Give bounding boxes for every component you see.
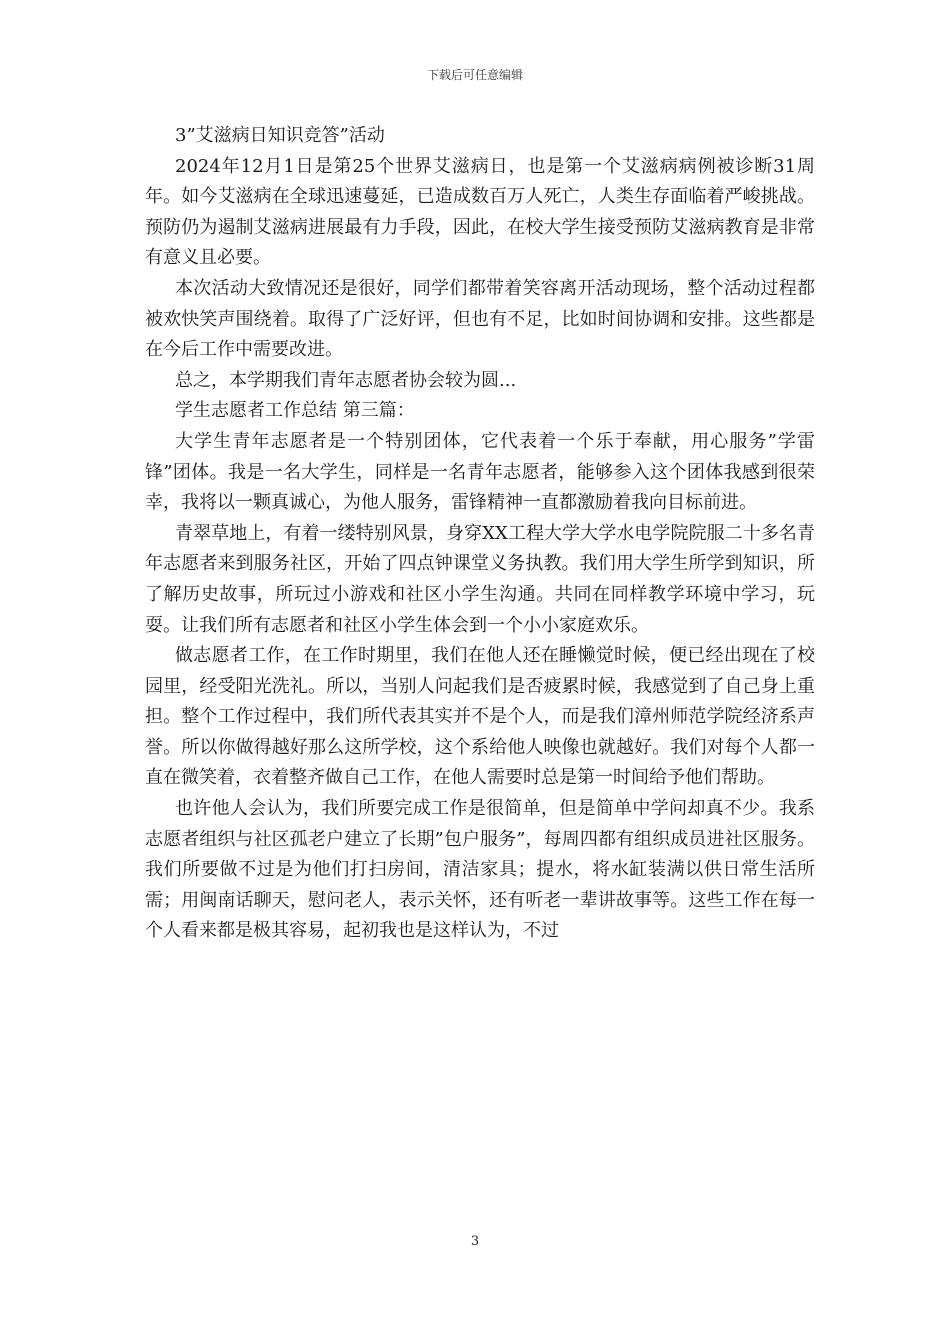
page-number: 3 xyxy=(470,1234,480,1249)
section-heading: 学生志愿者工作总结 第三篇： xyxy=(175,400,415,422)
paragraph: 总之，本学期我们青年志愿者协会较为圆... xyxy=(175,369,517,391)
paragraph: 2024年12月1日是第25个世界艾滋病日，也是第一个艾滋病病例被诊断31周年。如今艾滋病在全球迅速蔓延，已造成数百万人死亡，人类生存面临着严峻挑战。预防仍为遏制艾滋病进展最有力手段，因此，在校大学生接受预防艾滋病教育是非常有意义且必要。 xyxy=(145,155,815,269)
paragraph: 大学生青年志愿者是一个特别团体，它代表着一个乐于奉献，用心服务”学雷锋”团体。我是一名大学生，同样是一名青年志愿者，能够参入这个团体我感到很荣幸，我将以一颗真诚心，为他人服务，雷锋精神一直都激励着我向目标前进。 xyxy=(145,430,815,514)
paragraph: 青翠草地上，有着一缕特别风景，身穿XX工程大学大学水电学院院服二十多名青年志愿者来到服务社区，开始了四点钟课堂义务执教。我们用大学生所学到知识，所了解历史故事，所玩过小游戏和社区小学生沟通。共同在同样教学环境中学习，玩耍。让我们所有志愿者和社区小学生体会到一个小小家庭欢乐。 xyxy=(145,522,815,636)
paragraph: 做志愿者工作，在工作时期里，我们在他人还在睡懒觉时候，便已经出现在了校园里，经受阳光洗礼。所以，当别人问起我们是否疲累时候，我感觉到了自己身上重担。整个工作过程中，我们所代表其实并不是个人，而是我们漳州师范学院经济系声誉。所以你做得越好那么这所学校，这个系给他人映像也就越好。我们对每个人都一直在微笑着，衣着整齐做自己工作，在他人需要时总是第一时间给予他们帮助。 xyxy=(145,645,815,789)
page-header: 下载后可任意编辑 xyxy=(426,68,523,82)
document-body xyxy=(145,121,815,947)
paragraph: 也许他人会认为，我们所要完成工作是很简单，但是简单中学问却真不少。我系志愿者组织与社区孤老户建立了长期”包户服务”，每周四都有组织成员进社区服务。我们所要做不过是为他们打扫房间，清洁家具；提水，将水缸装满以供日常生活所需；用闽南话聊天，慰问老人，表示关怀，还有听老一辈讲故事等。这些工作在每一个人看来都是极其容易，起初我也是这样认为，不过 xyxy=(145,798,815,942)
paragraph: 3”艾滋病日知识竞答”活动 xyxy=(175,125,385,146)
paragraph: 本次活动大致情况还是很好，同学们都带着笑容离开活动现场，整个活动过程都被欢快笑声围绕着。取得了广泛好评，但也有不足，比如时间协调和安排。这些都是在今后工作中需要改进。 xyxy=(145,277,815,361)
